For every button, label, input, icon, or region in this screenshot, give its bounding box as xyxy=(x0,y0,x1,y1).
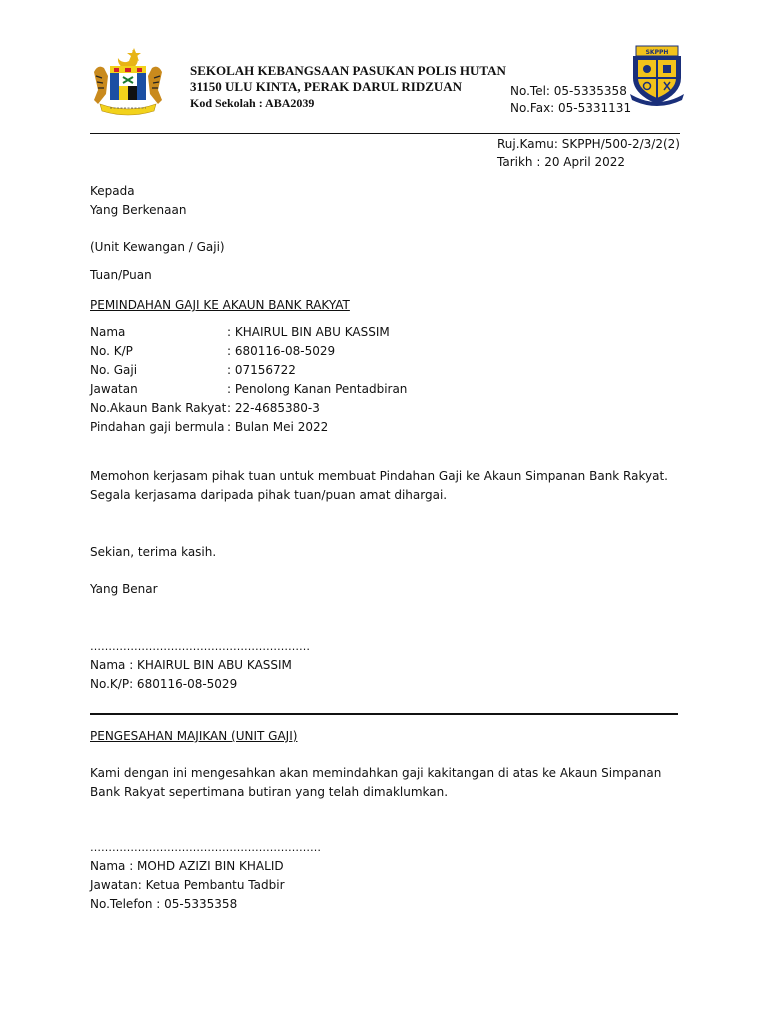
detail-row xyxy=(90,344,490,363)
confirmation-paragraph: Kami dengan ini mengesahkan akan memindahkan gaji kakitangan di atas ke Akaun Simpanan Bank Rakyat sepertimana butiran yang telah dimaklumkan. xyxy=(90,766,662,799)
detail-value: : 07156722 xyxy=(227,363,296,377)
detail-label: Nama xyxy=(90,325,126,339)
detail-value: : KHAIRUL BIN ABU KASSIM xyxy=(227,325,390,339)
closing-text: Sekian, terima kasih. xyxy=(90,545,217,559)
employer-position: Jawatan: Ketua Pembantu Tadbir xyxy=(90,878,285,892)
reference-number: Ruj.Kamu: SKPPH/500-2/3/2(2) xyxy=(497,137,680,151)
detail-value: : Bulan Mei 2022 xyxy=(227,420,329,434)
header-divider xyxy=(90,133,680,134)
detail-row xyxy=(90,363,490,382)
employer-signature-line: ……………………………………………………… xyxy=(90,841,321,854)
school-crest-logo xyxy=(630,44,684,108)
school-address: 31150 ULU KINTA, PERAK DARUL RIDZUAN xyxy=(190,79,463,94)
detail-row xyxy=(90,401,490,420)
employer-phone: No.Telefon : 05-5335358 xyxy=(90,897,238,911)
school-crest-text: SKPPH xyxy=(645,49,669,56)
detail-label: No. Gaji xyxy=(90,363,138,377)
detail-value: : Penolong Kanan Pentadbiran xyxy=(227,382,408,396)
request-paragraph: Memohon kerjasam pihak tuan untuk membuat Pindahan Gaji ke Akaun Simpanan Bank Rakyat. Segala kerjasama daripada pihak tuan/puan amat dihargai. xyxy=(90,469,668,502)
detail-value: : 680116-08-5029 xyxy=(227,344,336,358)
recipient-unit: (Unit Kewangan / Gaji) xyxy=(90,240,225,254)
salutation: Tuan/Puan xyxy=(90,268,152,282)
detail-row xyxy=(90,382,490,401)
school-code: Kod Sekolah : ABA2039 xyxy=(190,96,315,110)
detail-label: No.Akaun Bank Rakyat xyxy=(90,401,227,415)
signatory-name: Nama : KHAIRUL BIN ABU KASSIM xyxy=(90,658,292,672)
detail-value: : 22-4685380-3 xyxy=(227,401,320,415)
yours-truly: Yang Benar xyxy=(90,582,158,596)
letter-subject: PEMINDAHAN GAJI KE AKAUN BANK RAKYAT xyxy=(90,298,350,312)
detail-label: Jawatan xyxy=(90,382,138,396)
detail-row xyxy=(90,325,490,344)
signatory-ic: No.K/P: 680116-08-5029 xyxy=(90,677,238,691)
detail-row xyxy=(90,420,490,439)
letter-date: Tarikh : 20 April 2022 xyxy=(497,155,626,169)
confirmation-title: PENGESAHAN MAJIKAN (UNIT GAJI) xyxy=(90,729,298,743)
signature-line: …………………………………………………… xyxy=(90,640,310,653)
school-tel: No.Tel: 05-5335358 xyxy=(510,84,627,98)
recipient-to: Kepada xyxy=(90,184,135,198)
detail-label: Pindahan gaji bermula xyxy=(90,420,225,434)
school-name: SEKOLAH KEBANGSAAN PASUKAN POLIS HUTAN xyxy=(190,63,506,78)
school-fax: No.Fax: 05-5331131 xyxy=(510,101,632,115)
section-divider xyxy=(90,713,678,715)
employer-name: Nama : MOHD AZIZI BIN KHALID xyxy=(90,859,284,873)
malaysia-coat-of-arms-logo xyxy=(88,44,168,116)
recipient-whom: Yang Berkenaan xyxy=(90,203,187,217)
detail-label: No. K/P xyxy=(90,344,133,358)
